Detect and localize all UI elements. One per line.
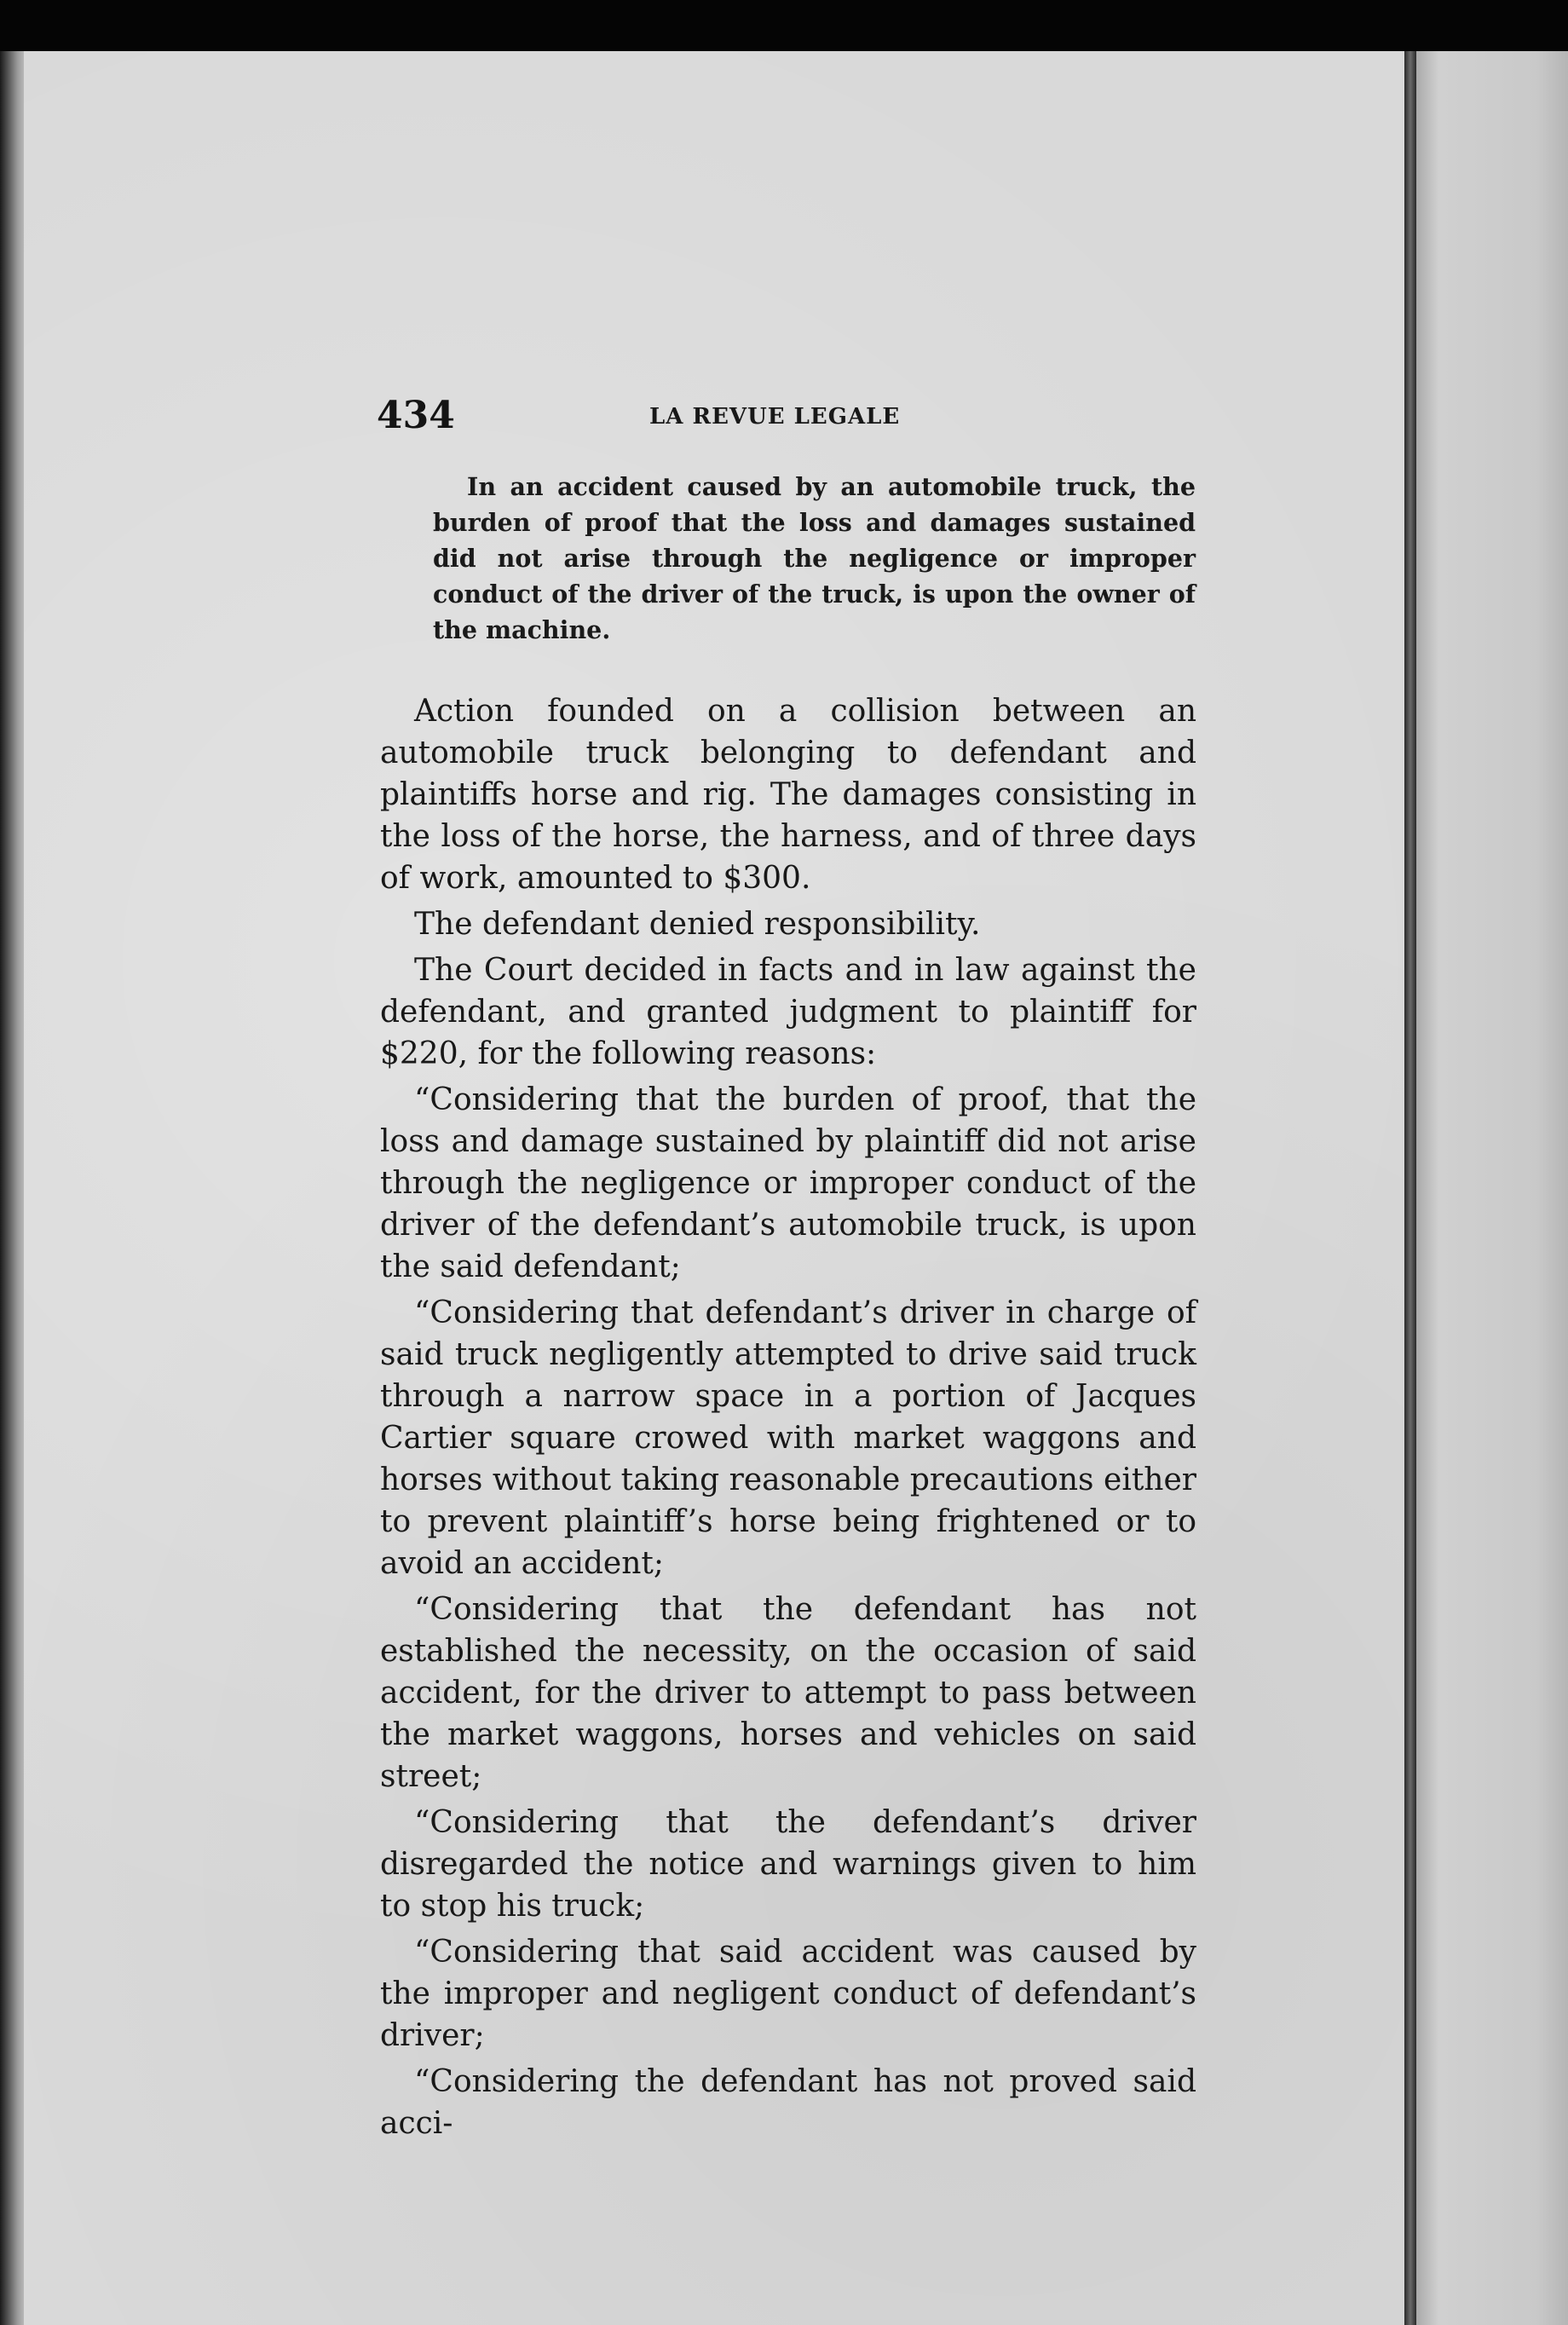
page-gutter xyxy=(1404,51,1416,2325)
running-head: LA REVUE LEGALE xyxy=(649,404,901,430)
page-number: 434 xyxy=(377,394,455,437)
headnote xyxy=(433,469,1196,648)
facing-page-edge xyxy=(1410,51,1568,2325)
paragraph: “Considering that the burden of proof, that the loss and damage sustained by plaintiff did not arise through the negligence or improper conduct of the driver of the defendant’s automobile truck, is upon the said defendant; xyxy=(380,1082,1196,1284)
paragraph: “Considering that said accident was caused by the improper and negligent conduct of defendant’s driver; xyxy=(380,1935,1196,2053)
body-text xyxy=(380,690,1196,2149)
paragraph: Action founded on a collision between an automobile truck belonging to defendant and plaintiffs horse and rig. The damages consisting in the loss of the horse, the harness, and of three days of work, amounted to $300. xyxy=(380,694,1196,896)
paragraph: “Considering the defendant has not proved said acci- xyxy=(380,2064,1196,2141)
paragraph: The defendant denied responsibility. xyxy=(414,907,981,942)
paragraph: The Court decided in facts and in law against the defendant, and granted judgment to plaintiff for $220, for the following reasons: xyxy=(380,953,1196,1071)
headnote-text: In an accident caused by an automobile truck, the burden of proof that the loss and damages sustained did not arise through the negligence or improper conduct of the driver of the truck, is upon the owner of the machine. xyxy=(433,472,1196,644)
paragraph: “Considering that the defendant’s driver disregarded the notice and warnings given to him to stop his truck; xyxy=(380,1805,1196,1924)
paragraph: “Considering that the defendant has not established the necessity, on the occasion of said accident, for the driver to attempt to pass between the market waggons, horses and vehicles on said street; xyxy=(380,1592,1196,1794)
scan-top-border xyxy=(0,0,1568,58)
paragraph: “Considering that defendant’s driver in charge of said truck negligently attempted to drive said truck through a narrow space in a portion of Jacques Cartier square crowed with market waggons and horses without taking reasonable precautions either to prevent plaintiff’s horse being frightened or to avoid an accident; xyxy=(380,1295,1196,1581)
